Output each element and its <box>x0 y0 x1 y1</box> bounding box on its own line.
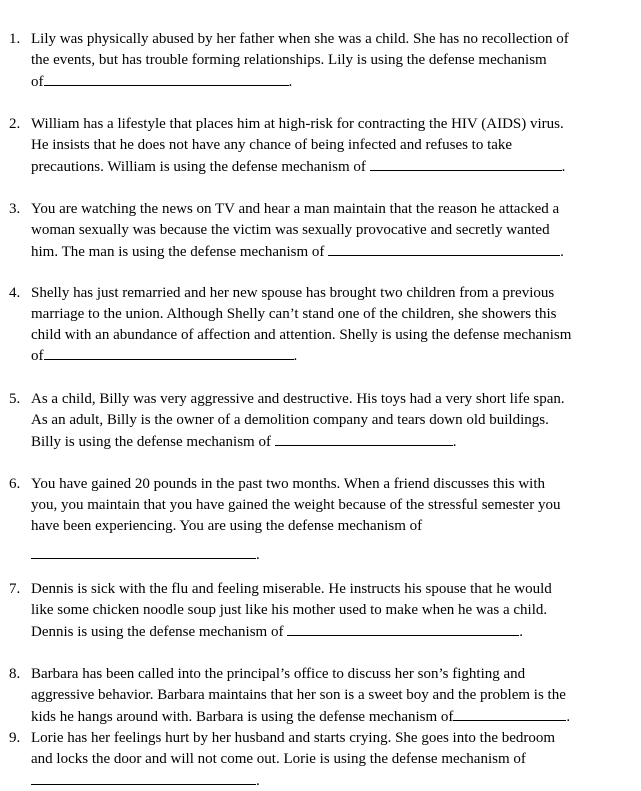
answer-suffix: . <box>293 348 298 365</box>
question-line: Barbara has been called into the principal’s office to discuss her son’s fighting and <box>31 666 526 682</box>
question-number: 8. <box>9 666 21 682</box>
answer-suffix: . <box>519 623 523 640</box>
question-number: 5. <box>9 391 21 407</box>
answer-suffix: . <box>452 433 457 450</box>
question-line: As an adult, Billy is the owner of a demolition company and tears down old buildings. <box>31 411 549 428</box>
question-number: 3. <box>9 201 21 217</box>
question-number: 9. <box>9 730 21 746</box>
question-line: you, you maintain that you have gained the weight because of the stressful semester you <box>31 496 561 513</box>
answer-suffix: . <box>256 772 260 789</box>
answer-suffix: . <box>560 243 564 260</box>
question-line: Dennis is sick with the flu and feeling miserable. He instructs his spouse that he would <box>31 581 552 597</box>
answer-prefix: him. The man is using the defense mechanism of <box>31 243 325 260</box>
question-line: Lorie has her feelings hurt by her husband and starts crying. She goes into the bedroom <box>31 730 556 746</box>
answer-prefix: Dennis is using the defense mechanism of <box>31 623 284 640</box>
answer-blank[interactable] <box>287 621 519 636</box>
question-line: have been experiencing. You are using the defense mechanism of <box>31 517 423 534</box>
question-number: 6. <box>9 476 21 492</box>
question-line: You have gained 20 pounds in the past two months. When a friend discusses this with <box>31 476 545 492</box>
answer-blank[interactable] <box>328 241 560 256</box>
answer-suffix: . <box>566 708 571 725</box>
question-line: the events, but has trouble forming relationships. Lily is using the defense mechanism <box>31 51 547 68</box>
question-line: child with an abundance of affection and attention. Shelly is using the defense mechanism <box>31 326 572 343</box>
question-line: like some chicken noodle soup just like his mother used to make when he was a child. <box>31 601 548 618</box>
question-line: aggressive behavior. Barbara maintains that her son is a sweet boy and the problem is the <box>31 686 566 703</box>
question-number: 7. <box>9 581 21 597</box>
answer-blank[interactable] <box>31 770 256 785</box>
question-line: Lily was physically abused by her father when she was a child. She has no recollection of <box>31 31 569 47</box>
answer-prefix: precautions. William is using the defense mechanism of <box>31 158 366 175</box>
question-line: As a child, Billy was very aggressive and destructive. His toys had a very short life span. <box>31 391 565 407</box>
answer-prefix: Billy is using the defense mechanism of <box>31 433 271 450</box>
answer-suffix: . <box>561 158 566 175</box>
answer-prefix: of <box>31 348 44 365</box>
question-line: Shelly has just remarried and her new spouse has brought two children from a previous <box>31 285 555 301</box>
answer-prefix: of <box>31 73 44 90</box>
answer-blank[interactable] <box>275 431 453 446</box>
question-line: He insists that he does not have any chance of being infected and refuses to take <box>31 136 513 153</box>
answer-blank[interactable] <box>370 156 562 171</box>
question-line: marriage to the union. Although Shelly can’t stand one of the children, she showers this <box>31 305 557 322</box>
answer-suffix: . <box>288 73 293 90</box>
question-line: William has a lifestyle that places him at high-risk for contracting the HIV (AIDS) virus. <box>31 116 564 132</box>
answer-blank[interactable] <box>453 706 566 721</box>
answer-suffix: . <box>256 547 260 564</box>
question-number: 2. <box>9 116 21 132</box>
question-line: woman sexually was because the victim was sexually provocative and secretly wanted <box>31 221 550 238</box>
question-line: and locks the door and will not come out. Lorie is using the defense mechanism of <box>31 750 526 767</box>
answer-blank[interactable] <box>44 345 294 360</box>
question-number: 1. <box>9 31 21 47</box>
question-line: kids he hangs around with. Barbara is using the defense mechanism of <box>31 708 454 725</box>
question-number: 4. <box>9 285 21 301</box>
question-line: You are watching the news on TV and hear a man maintain that the reason he attacked a <box>31 201 560 217</box>
answer-blank[interactable] <box>31 544 256 559</box>
answer-blank[interactable] <box>44 71 289 86</box>
